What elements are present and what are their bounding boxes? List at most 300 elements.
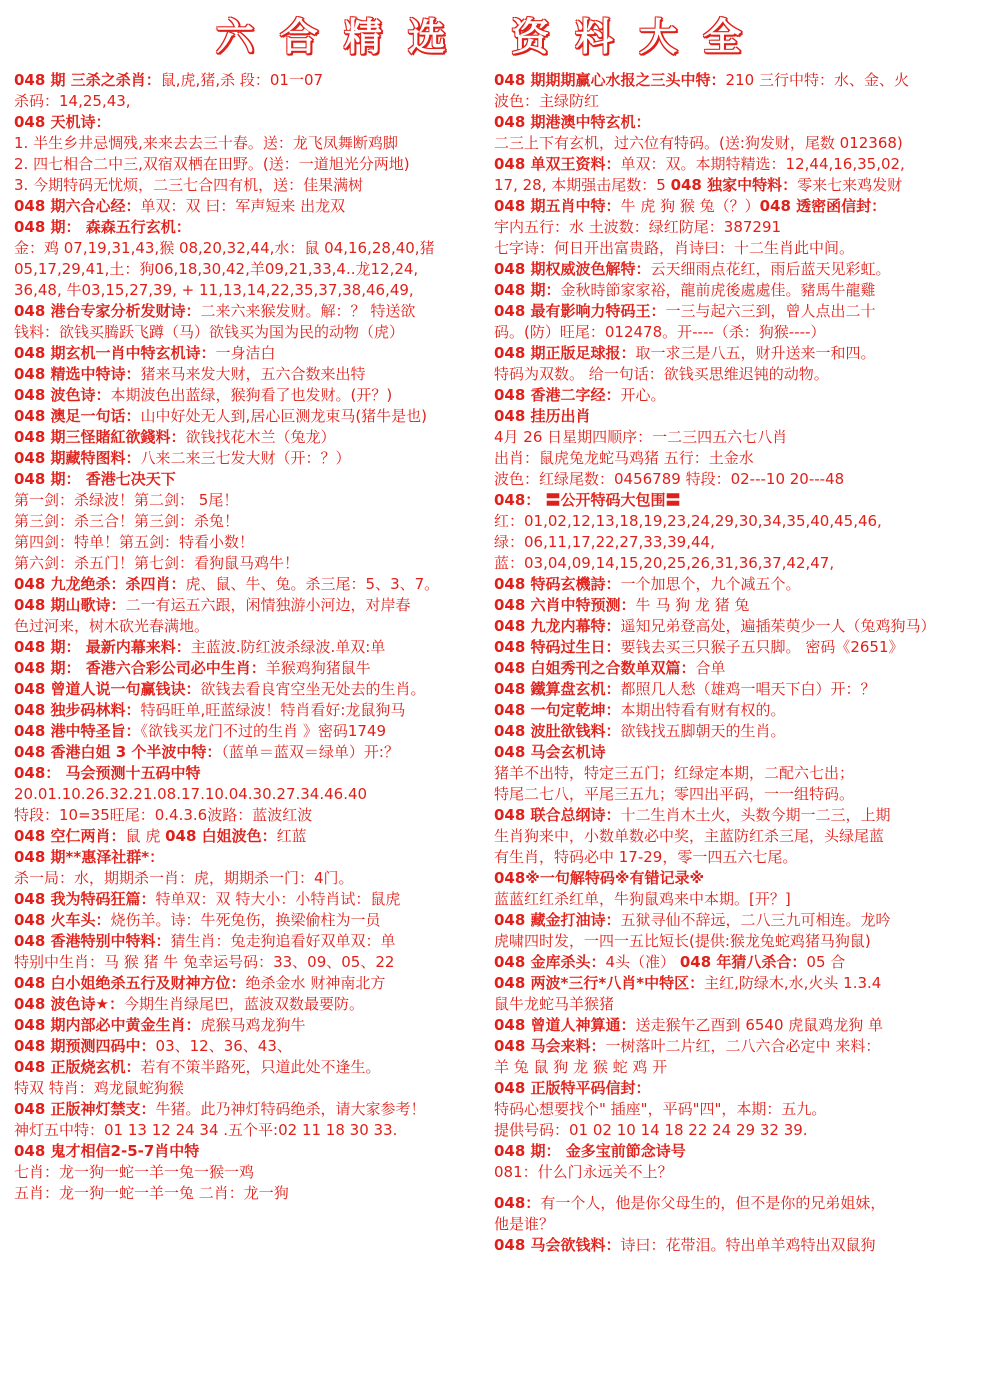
tip-block <box>14 742 486 763</box>
tip-block <box>494 154 970 196</box>
tip-block <box>494 700 970 721</box>
tip-block <box>14 889 486 910</box>
tip-heading: 048 港中特圣旨： <box>14 722 141 740</box>
tip-heading: 048： 马会预测十五码中特 <box>14 764 201 782</box>
tip-text: 开心。 <box>620 386 666 404</box>
tip-block <box>494 952 970 973</box>
tip-line <box>14 154 486 175</box>
tip-block <box>14 574 486 595</box>
tip-line <box>14 511 486 532</box>
tip-line <box>494 1078 970 1099</box>
tip-line <box>494 973 970 994</box>
tip-line <box>494 1235 970 1256</box>
tip-block <box>14 637 486 658</box>
tip-text: 钱料：欲钱买腾跃飞蹲（马）欲钱买为国为民的动物（虎） <box>14 323 405 341</box>
tip-heading: 三杀之杀肖： <box>65 71 161 89</box>
tip-heading: 048 澳足一句话： <box>14 407 141 425</box>
tip-line <box>14 1183 486 1204</box>
tip-line <box>494 70 970 91</box>
tip-text: 牛 马 狗 龙 猪 兔 <box>635 596 750 614</box>
tip-heading: 048 期预测四码中： <box>14 1037 156 1055</box>
tip-text: 红：01,02,12,13,18,19,23,24,29,30,34,35,40,45,46, <box>494 512 882 530</box>
tip-line <box>14 1036 486 1057</box>
tip-heading: 048 特码玄機詩： <box>494 575 621 593</box>
tip-text: 2. 四七相合二中三,双宿双栖在田野。(送：一道旭光分两地) <box>14 155 410 173</box>
tip-text: 七肖：龙一狗一蛇一羊一兔一猴一鸡 <box>14 1163 255 1181</box>
tip-text: 特码为双数。 给一句话：欲钱买思维迟钝的动物。 <box>494 365 829 383</box>
tip-text: 单双：双 曰：军声短来 出龙双 <box>140 197 346 215</box>
tip-text: 八来二来三七发大财（开：？） <box>140 449 351 467</box>
tip-text: 诗曰：花带泪。特出单羊鸡特出双鼠狗 <box>620 1236 876 1254</box>
tip-text: 本期波色出蓝绿，猴狗看了也发财。(开？) <box>110 386 393 404</box>
tip-text: 欲钱去看良宵空坐无处去的生肖。 <box>200 680 426 698</box>
tip-line <box>14 658 486 679</box>
tip-text: 第一剑：杀绿波！第二剑： 5尾！ <box>14 491 239 509</box>
tip-line <box>14 448 486 469</box>
tip-block <box>494 1078 970 1141</box>
tip-heading: 048 白姐波色： <box>165 827 277 845</box>
tip-line <box>14 490 486 511</box>
tip-line <box>494 469 970 490</box>
tip-text: 宇内五行：水 土波数：绿红防尾：387291 <box>494 218 782 236</box>
tip-text: 本期出特看有财有权的。 <box>620 701 786 719</box>
tip-line <box>14 469 486 490</box>
tip-heading: 048 最有影响力特码王： <box>494 302 666 320</box>
tip-text: 五肖：龙一狗一蛇一羊一兔 二肖：龙一狗 <box>14 1184 289 1202</box>
tip-block <box>494 385 970 406</box>
tip-heading: 048 期正版足球报： <box>494 344 636 362</box>
tip-line <box>494 1214 970 1235</box>
tip-text: 210 三行中特：水、金、火 <box>725 71 909 89</box>
tip-heading: 048 期港澳中特玄机： <box>494 113 651 131</box>
tip-heading: 048 正版神灯禁支： <box>14 1100 156 1118</box>
tip-block <box>14 427 486 448</box>
tip-line <box>494 574 970 595</box>
tip-line <box>494 427 970 448</box>
tip-text: 特单双：双 特大小：小特肖试：鼠虎 <box>155 890 401 908</box>
tip-block <box>494 301 970 343</box>
tip-text: 第四剑：特单！第五剑：特看小数！ <box>14 533 255 551</box>
tip-block <box>494 70 970 112</box>
tip-block <box>14 469 486 574</box>
tip-text: 遥知兄弟登高处，遍插茱萸少一人（兔鸡狗马） <box>620 617 936 635</box>
tip-line <box>14 112 486 133</box>
tip-line <box>494 826 970 847</box>
tip-line <box>14 973 486 994</box>
tip-block <box>14 910 486 931</box>
tip-text: 生肖狗来中，小数单数必中奖，主蓝防红杀三尾，头绿尾蓝 <box>494 827 885 845</box>
tip-text: 081：什么门永远关不上？ <box>494 1163 673 1181</box>
tip-block <box>14 1015 486 1036</box>
tip-heading: 048 挂历出肖 <box>494 407 591 425</box>
tip-text: 1. 半生乡井忌惆残,来来去去三十春。送：龙飞凤舞断鸡脚 <box>14 134 398 152</box>
tip-line <box>14 532 486 553</box>
tip-line <box>494 1057 970 1078</box>
tip-text: 二一有运五六跟，闲情独游小河边，对岸春 <box>125 596 411 614</box>
tip-text: 五狱寻仙不辞远，二八三九可相连。龙吟 <box>620 911 891 929</box>
tip-text: 36,48, 牛03,15,27,39, + 11,13,14,22,35,37,38,46,49, <box>14 281 414 299</box>
tip-text: 主红,防绿木,水,火头 1.3.4 <box>704 974 882 992</box>
tip-line <box>494 406 970 427</box>
tip-text: 17, 28, 本期强击尾数：5 <box>494 176 671 194</box>
tip-heading: 048 期： <box>494 281 561 299</box>
tip-line <box>14 301 486 322</box>
tip-text: 第三剑：杀三合！第三剑：杀兔！ <box>14 512 240 530</box>
tip-text: 牛猪。此乃神灯特码绝杀，请大家参考！ <box>155 1100 426 1118</box>
tip-heading: 048 波肚欲钱料： <box>494 722 621 740</box>
page-title: 六合精选 资料大全 <box>215 14 768 59</box>
right-column <box>494 70 970 1256</box>
tip-text: 要钱去买三只猴子五只脚。 密码《2651》 <box>620 638 904 656</box>
tip-line <box>14 1141 486 1162</box>
tip-block <box>494 196 970 259</box>
tip-block <box>494 406 970 490</box>
tip-line <box>14 805 486 826</box>
tip-line <box>494 280 970 301</box>
tip-heading: 048 独步码林料： <box>14 701 141 719</box>
tip-heading: 048 空仁两肖： <box>14 827 126 845</box>
tip-text: 码。(防）旺尾：012478。开----（杀：狗猴----） <box>494 323 826 341</box>
tip-text: 05,17,29,41,土：狗06,18,30,42,羊09,21,33,4..龙12,24, <box>14 260 419 278</box>
tip-heading: 048 精选中特诗： <box>14 365 141 383</box>
tip-line <box>14 406 486 427</box>
tip-line <box>14 1057 486 1078</box>
tip-text: 今期生肖绿尾巴，蓝波双数最要防。 <box>123 995 364 1013</box>
tip-line <box>494 847 970 868</box>
tip-line <box>494 1141 970 1162</box>
tip-text: （蓝单＝蓝双＝绿单）开:？ <box>221 743 399 761</box>
tip-line <box>494 637 970 658</box>
tip-text: 云天细雨点花红，雨后蓝天见彩虹。 <box>650 260 891 278</box>
tip-text: 虎啸四时发，一四一五比短长(提供:猴龙兔蛇鸡猪马狗鼠) <box>494 932 871 950</box>
tip-heading: 048 特码过生日： <box>494 638 621 656</box>
tip-text: 一三与起六三到，曾人点出二十 <box>665 302 876 320</box>
tip-heading: 048 联合总纲诗： <box>494 806 621 824</box>
tip-line <box>14 343 486 364</box>
tip-heading: 048 香港特别中特料： <box>14 932 171 950</box>
tip-text: 金：鸡 07,19,31,43,猴 08,20,32,44,水：鼠 04,16,28,40,猪 <box>14 239 435 257</box>
tip-block <box>14 196 486 217</box>
tip-text: 提供号码：01 02 10 14 18 22 24 29 32 39. <box>494 1121 808 1139</box>
tip-line <box>494 511 970 532</box>
tip-line <box>494 364 970 385</box>
tip-text: 金秋時節家家裕，龍前虎後處處佳。豬馬牛龍雞 <box>560 281 876 299</box>
tip-text: 送走猴午乙酉到 6540 虎鼠鸡龙狗 单 <box>635 1016 884 1034</box>
tip-text: 虎、鼠、牛、兔。杀三尾：5、3、7。 <box>185 575 440 593</box>
tip-line <box>14 427 486 448</box>
tip-line <box>494 889 970 910</box>
tip-line <box>494 952 970 973</box>
tip-line <box>494 868 970 889</box>
tip-line <box>494 112 970 133</box>
tip-heading: 048 曾道人说一句赢钱诀： <box>14 680 201 698</box>
tip-line <box>14 133 486 154</box>
tip-block <box>494 112 970 154</box>
tip-heading: 048 鐵算盘玄机： <box>494 680 621 698</box>
tip-heading: 048 曾道人神算通： <box>494 1016 636 1034</box>
tip-line <box>14 616 486 637</box>
tip-block <box>494 1235 970 1256</box>
tip-block <box>494 1141 970 1183</box>
tip-block <box>494 910 970 952</box>
tip-heading: 048 期藏特图料： <box>14 449 141 467</box>
tip-line <box>14 952 486 973</box>
tip-text: 牛 虎 狗 猴 兔（？） <box>620 197 760 215</box>
tip-line <box>14 1120 486 1141</box>
tip-line <box>494 91 970 112</box>
tip-block <box>14 448 486 469</box>
tip-text: 合单 <box>695 659 726 677</box>
tip-text: 特尾二七八，平尾三五九；零四出平码，一一组特码。 <box>494 785 855 803</box>
tip-line <box>14 91 486 112</box>
tip-heading: 048 香港白姐 3 个半波中特： <box>14 743 222 761</box>
tip-line <box>14 1099 486 1120</box>
tip-line <box>14 1015 486 1036</box>
tip-block <box>494 280 970 301</box>
tip-block <box>14 1099 486 1141</box>
tip-text: 红蓝 <box>276 827 307 845</box>
tip-line <box>494 595 970 616</box>
tip-heading: 048 期： 最新内幕来料： <box>14 638 191 656</box>
tip-text: 烧伤羊。诗：牛死兔伤，换梁偷柱为一员 <box>110 911 381 929</box>
tip-heading: 048 期六合心经： <box>14 197 141 215</box>
tip-block <box>14 826 486 847</box>
tip-text: 山中好处无人到,居心叵测龙束马(猪牛是也) <box>140 407 428 425</box>
tip-block <box>494 1015 970 1036</box>
tip-text: 零来七来鸡发财 <box>797 176 903 194</box>
tip-line <box>14 238 486 259</box>
tip-heading: 048 期权威波色解特： <box>494 260 651 278</box>
tip-block <box>14 973 486 994</box>
tip-text: 鼠 虎 <box>125 827 166 845</box>
tip-block <box>494 259 970 280</box>
tip-heading: 048 期**惠泽社群*： <box>14 848 165 866</box>
tip-text: 一树落叶二片红，二八六合必定中 来料： <box>605 1037 881 1055</box>
tip-line <box>494 931 970 952</box>
tip-heading: 048 期五肖中特： <box>494 197 621 215</box>
tip-line <box>14 553 486 574</box>
tip-line <box>14 70 486 91</box>
tip-block <box>14 343 486 364</box>
tip-heading: 048： <box>494 1194 541 1212</box>
tip-text: 羊猴鸡狗猪鼠牛 <box>265 659 371 677</box>
tip-text: 他是谁？ <box>494 1215 555 1233</box>
tip-line <box>494 1099 970 1120</box>
tip-block <box>14 364 486 385</box>
tip-block <box>14 1036 486 1057</box>
tip-text: 十二生肖木土火，头数今期一二三，上期 <box>620 806 891 824</box>
tip-line <box>14 259 486 280</box>
tip-text: 一个加思个，九个减五个。 <box>620 575 801 593</box>
tip-line <box>14 763 486 784</box>
tip-heading: 048 火车头： <box>14 911 111 929</box>
tip-text: 猜生肖：兔走狗追看好双单双：单 <box>170 932 396 950</box>
tip-line <box>14 931 486 952</box>
tip-block <box>494 574 970 595</box>
tip-block <box>494 658 970 679</box>
tip-text: 20.01.10.26.32.21.08.17.10.04.30.27.34.46.40 <box>14 785 368 803</box>
tip-line <box>14 1162 486 1183</box>
tip-heading: 048 期内部必中黄金生肖： <box>14 1016 201 1034</box>
tip-line <box>494 910 970 931</box>
tip-heading: 048 期： 森森五行玄机： <box>14 218 191 236</box>
tip-text: 特双 特肖：鸡龙鼠蛇狗猴 <box>14 1079 184 1097</box>
tip-block <box>494 616 970 637</box>
tip-line <box>494 532 970 553</box>
tip-text: 特段：10=35旺尾：0.4.3.6波路：蓝波红波 <box>14 806 313 824</box>
tip-line <box>14 721 486 742</box>
tip-block <box>494 490 970 574</box>
tip-block <box>14 70 486 112</box>
tip-block <box>494 1193 970 1235</box>
tip-line <box>494 301 970 322</box>
tip-line <box>494 175 970 196</box>
tip-block <box>494 973 970 1015</box>
tip-line <box>14 217 486 238</box>
tip-block <box>14 700 486 721</box>
tip-heading: 048 期 <box>14 71 66 89</box>
tip-heading: 048 一句定乾坤： <box>494 701 621 719</box>
tip-heading: 048： 〓公开特码大包围〓 <box>494 491 681 509</box>
tip-block <box>14 721 486 742</box>
tip-heading: 048 期玄机一肖中特玄机诗： <box>14 344 216 362</box>
tip-block <box>14 385 486 406</box>
tip-text: 虎猴马鸡龙狗牛 <box>200 1016 306 1034</box>
tip-text: 七字诗：何日开出富贵路，肖诗曰：十二生肖此中间。 <box>494 239 855 257</box>
tip-text: 杀一局：水，期期杀一肖：虎，期期杀一门：4门。 <box>14 869 354 887</box>
tip-block <box>494 868 970 910</box>
tip-heading: 048 期： 金多宝前節念诗号 <box>494 1142 686 1160</box>
tip-heading: 048 年猜八杀合： <box>679 953 807 971</box>
tip-heading: 048 单双王资料： <box>494 155 621 173</box>
tip-block <box>494 742 970 805</box>
left-column <box>14 70 486 1204</box>
tip-heading: 048 正版特平码信封： <box>494 1079 651 1097</box>
tip-heading: 048 马会欲钱料： <box>494 1236 621 1254</box>
tip-heading: 048 金库杀头： <box>494 953 606 971</box>
tip-block <box>494 1036 970 1078</box>
tip-text: 若有不策半路死，只道此处不逢生。 <box>140 1058 381 1076</box>
tip-line <box>14 742 486 763</box>
tip-line <box>494 700 970 721</box>
tip-line <box>494 721 970 742</box>
tip-line <box>494 1015 970 1036</box>
tip-block <box>14 112 486 196</box>
tip-block <box>14 595 486 637</box>
tip-block <box>494 637 970 658</box>
tip-line <box>14 784 486 805</box>
tip-text: 波色：主绿防红 <box>494 92 600 110</box>
tip-text: 绿：06,11,17,22,27,33,39,44, <box>494 533 715 551</box>
tip-text: 特码旺单,旺蓝绿波！特肖看好:龙鼠狗马 <box>140 701 406 719</box>
tip-text: 波色：红绿尾数：0456789 特段：02---10 20---48 <box>494 470 845 488</box>
tip-heading: 048 九龙内幕特： <box>494 617 621 635</box>
tip-line <box>494 1193 970 1214</box>
tip-heading: 048 藏金打油诗： <box>494 911 621 929</box>
tip-heading: 048 香港二字经： <box>494 386 621 404</box>
tip-line <box>14 364 486 385</box>
tip-line <box>14 196 486 217</box>
tip-text: 取一求三是八五，财升送来一和四。 <box>635 344 876 362</box>
tip-text: 蓝：03,04,09,14,15,20,25,26,31,36,37,42,47, <box>494 554 835 572</box>
tip-line <box>14 994 486 1015</box>
tip-heading: 048 独家中特料： <box>670 176 798 194</box>
tip-text: 鼠,虎,猪,杀 段：01一07 <box>160 71 324 89</box>
tip-text: 4月 26 日星期四顺序：一二三四五六七八肖 <box>494 428 788 446</box>
tip-line <box>14 847 486 868</box>
tip-heading: 048 期期期赢心水报之三头中特： <box>494 71 726 89</box>
tip-line <box>494 154 970 175</box>
tip-block <box>14 1057 486 1099</box>
tip-text: 有一个人，他是你父母生的，但不是你的兄弟姐妹， <box>540 1194 886 1212</box>
tip-heading: 048 港台专家分析发财诗： <box>14 302 201 320</box>
tip-line <box>494 196 970 217</box>
tip-line <box>494 238 970 259</box>
tip-text: 二来六来猴发财。解：？ 特送欲 <box>200 302 416 320</box>
tip-line <box>494 763 970 784</box>
tip-line <box>494 385 970 406</box>
tip-heading: 048 六肖中特预测： <box>494 596 636 614</box>
tip-line <box>494 805 970 826</box>
tip-heading: 048 期山歌诗： <box>14 596 126 614</box>
tip-line <box>494 994 970 1015</box>
tip-block <box>494 343 970 385</box>
tip-text: 特码心想要找个" 插座"，平码"四"，本期：五九。 <box>494 1100 827 1118</box>
tip-block <box>14 763 486 826</box>
tip-text: 猪来马来发大财，五六合数来出特 <box>140 365 366 383</box>
tip-heading: 048 期： 香港六合彩公司必中生肖： <box>14 659 266 677</box>
tip-text: 二三上下有玄机，过六位有特码。(送:狗发财，尾数 012368) <box>494 134 903 152</box>
tip-text: 一身洁白 <box>215 344 276 362</box>
tip-heading: 048 马会来料： <box>494 1037 606 1055</box>
tip-text: 出肖：鼠虎兔龙蛇马鸡猪 五行：土金水 <box>494 449 754 467</box>
tip-block <box>14 1141 486 1204</box>
tip-heading: 048 白小姐绝杀五行及财神方位： <box>14 974 246 992</box>
tip-line <box>494 490 970 511</box>
tip-text: 鼠牛龙蛇马羊猴猪 <box>494 995 615 1013</box>
tip-text: 第六剑：杀五门！第七剑：看狗鼠马鸡牛！ <box>14 554 300 572</box>
tip-heading: 048※一句解特码※有错记录※ <box>494 869 705 887</box>
tip-line <box>494 553 970 574</box>
tip-text: 都照几人愁（雄鸡一唱天下白）开：？ <box>620 680 876 698</box>
tip-heading: 048 天机诗： <box>14 113 111 131</box>
tip-block <box>494 595 970 616</box>
tip-line <box>14 574 486 595</box>
tip-line <box>14 385 486 406</box>
tip-line <box>494 679 970 700</box>
tip-heading: 048 透密函信封： <box>759 197 887 215</box>
tip-heading: 048 白姐秀刊之合数单双篇： <box>494 659 696 677</box>
tip-heading: 048 马会玄机诗 <box>494 743 606 761</box>
tip-line <box>494 217 970 238</box>
tip-text: 05 合 <box>806 953 846 971</box>
tip-line <box>494 133 970 154</box>
tip-heading: 048 两波*三行*八肖*中特区： <box>494 974 705 992</box>
tip-heading: 048 我为特码狂篇： <box>14 890 156 908</box>
tip-line <box>14 280 486 301</box>
tip-line <box>494 784 970 805</box>
tip-text: 羊 兔 鼠 狗 龙 猴 蛇 鸡 开 <box>494 1058 668 1076</box>
tip-text: 猪羊不出特，特定三五门；红绿定本期，二配六七出； <box>494 764 855 782</box>
tip-text: 色过河来，树木砍光春满地。 <box>14 617 210 635</box>
tip-text: 3. 今期特码无忧烦，二三七合四有机，送：佳果满树 <box>14 176 364 194</box>
tip-text: 主蓝波.防红波杀绿波.单双:单 <box>190 638 386 656</box>
tip-heading: 048 鬼才相信2-5-7肖中特 <box>14 1142 200 1160</box>
tip-line <box>14 595 486 616</box>
tip-heading: 048 期： 香港七决天下 <box>14 470 176 488</box>
tip-line <box>14 910 486 931</box>
tip-line <box>14 700 486 721</box>
